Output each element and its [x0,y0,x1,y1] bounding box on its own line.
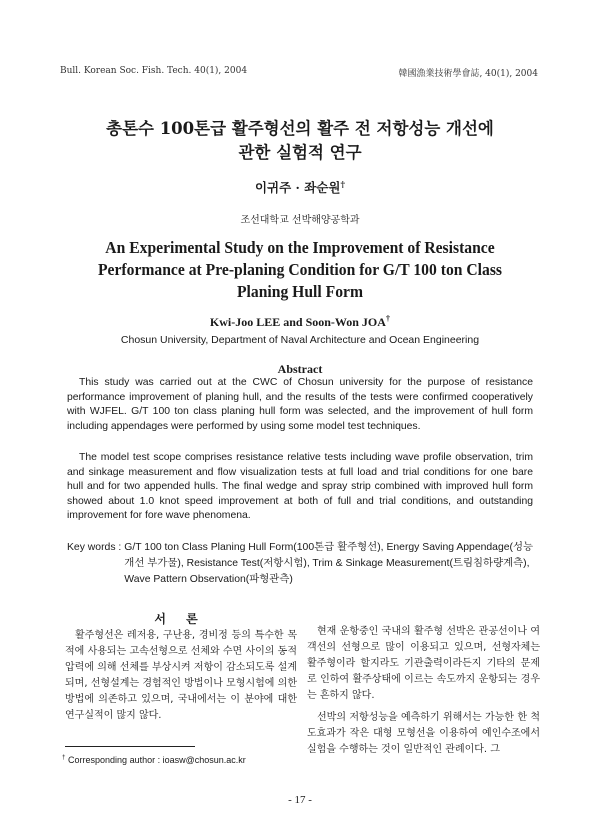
korean-title-line-2: 관한 실험적 연구 [238,143,362,162]
page-number: - 17 - [288,794,312,806]
english-title [24,237,576,303]
footnote-divider [65,746,195,747]
section-heading-introduction: 서 론 [154,612,206,626]
intro-right-paragraph-2: 선박의 저항성능을 예측하기 위해서는 가능한 한 척도효과가 작은 대형 모형선을 이용하여 예인수조에서 실험을 수행하는 것이 일반적인 관례이다. 그 [307,712,540,755]
intro-right-paragraph-1: 현재 운항중인 국내의 활주형 선박은 관공선이나 여객선의 선형으로 많이 이용되고 있으며, 선형자체는 활주형이라 할지라도 기관출력이라든지 기타의 문제로 인하여 활주상태에 이르는 속도까지 운항되는 경우는 흔하지 않다. [307,626,540,701]
english-author-names: Kwi-Joo LEE and Soon-Won JOA [209,315,386,329]
footnote-text: Corresponding author : ioasw@chosun.ac.kr [68,755,246,765]
korean-affiliation: 조선대학교 선박해양공학과 [240,215,360,226]
keywords [67,540,537,588]
journal-header-english: Bull. Korean Soc. Fish. Tech. 40(1), 2004 [60,66,248,76]
abstract-heading: Abstract [277,362,323,376]
english-title-line-3: Planing Hull Form [236,282,364,301]
abstract-paragraph-2: The model test scope comprises resistance relative tests including wave profile observation, trim and sinkage measurement and flow visualization tests at full load and trial conditions for one bare hull and for two appended hulls. The final wedge and spray strip combined with improved hull form showed about 1.0 knot speed improvement at both of full and trial conditions, and outstanding improvement for fore wave phenomena. [67,452,533,522]
keywords-label: Key words : [67,542,122,553]
korean-title-line-1: 총톤수 100톤급 활주형선의 활주 전 저항성능 개선에 [106,119,494,138]
korean-author-names: 이귀주 · 좌순원 [254,180,341,195]
english-title-line-2: Performance at Pre-planing Condition for G/T 100 ton Class [97,260,503,279]
abstract-paragraph-1: This study was carried out at the CWC of Chosun university for the purpose of resistance performance improvement of planing hull, and the results of the tests were confirmed cooperatively with WJFEL. G/T 100 ton class planing hull form was selected, and the improvement of hull form including appendages were performed by using some model test techniques. [67,377,533,432]
footnote [62,754,246,765]
footnote-mark: † [62,754,66,761]
intro-left-column: 활주형선은 레저용, 구난용, 경비정 등의 특수한 목적에 사용되는 고속선형으로 선체와 수면 사이의 동적 압력에 의해 선체를 부상시켜 저항이 감소되도록 설계되며, 선형설계는 경험적인 방법이나 모형시험에 의한 방법에 의존하고 있으며, 국내에서는 이 분야에 대한 연구실적이 많지 않다. [65,630,297,721]
english-authors [0,314,600,330]
corresponding-author-mark: † [340,179,346,190]
journal-header-korean: 韓國漁業技術學會誌, 40(1), 2004 [398,69,538,79]
korean-title [0,117,600,165]
english-affiliation: Chosun University, Department of Naval Architecture and Ocean Engineering [120,334,480,346]
english-title-line-1: An Experimental Study on the Improvement of Resistance [105,238,495,257]
english-corresponding-mark: † [385,314,391,323]
korean-authors [0,178,600,196]
keywords-text: G/T 100 ton Class Planing Hull Form(100톤급 활주형선), Energy Saving Appendage(성능 개선 부가물), Resistance Test(저항시험), Trim & Sinkage Measurement(트림침하량계측), Wave Pattern Observation(파형관측) [124,542,534,585]
intro-right-column [307,624,540,764]
